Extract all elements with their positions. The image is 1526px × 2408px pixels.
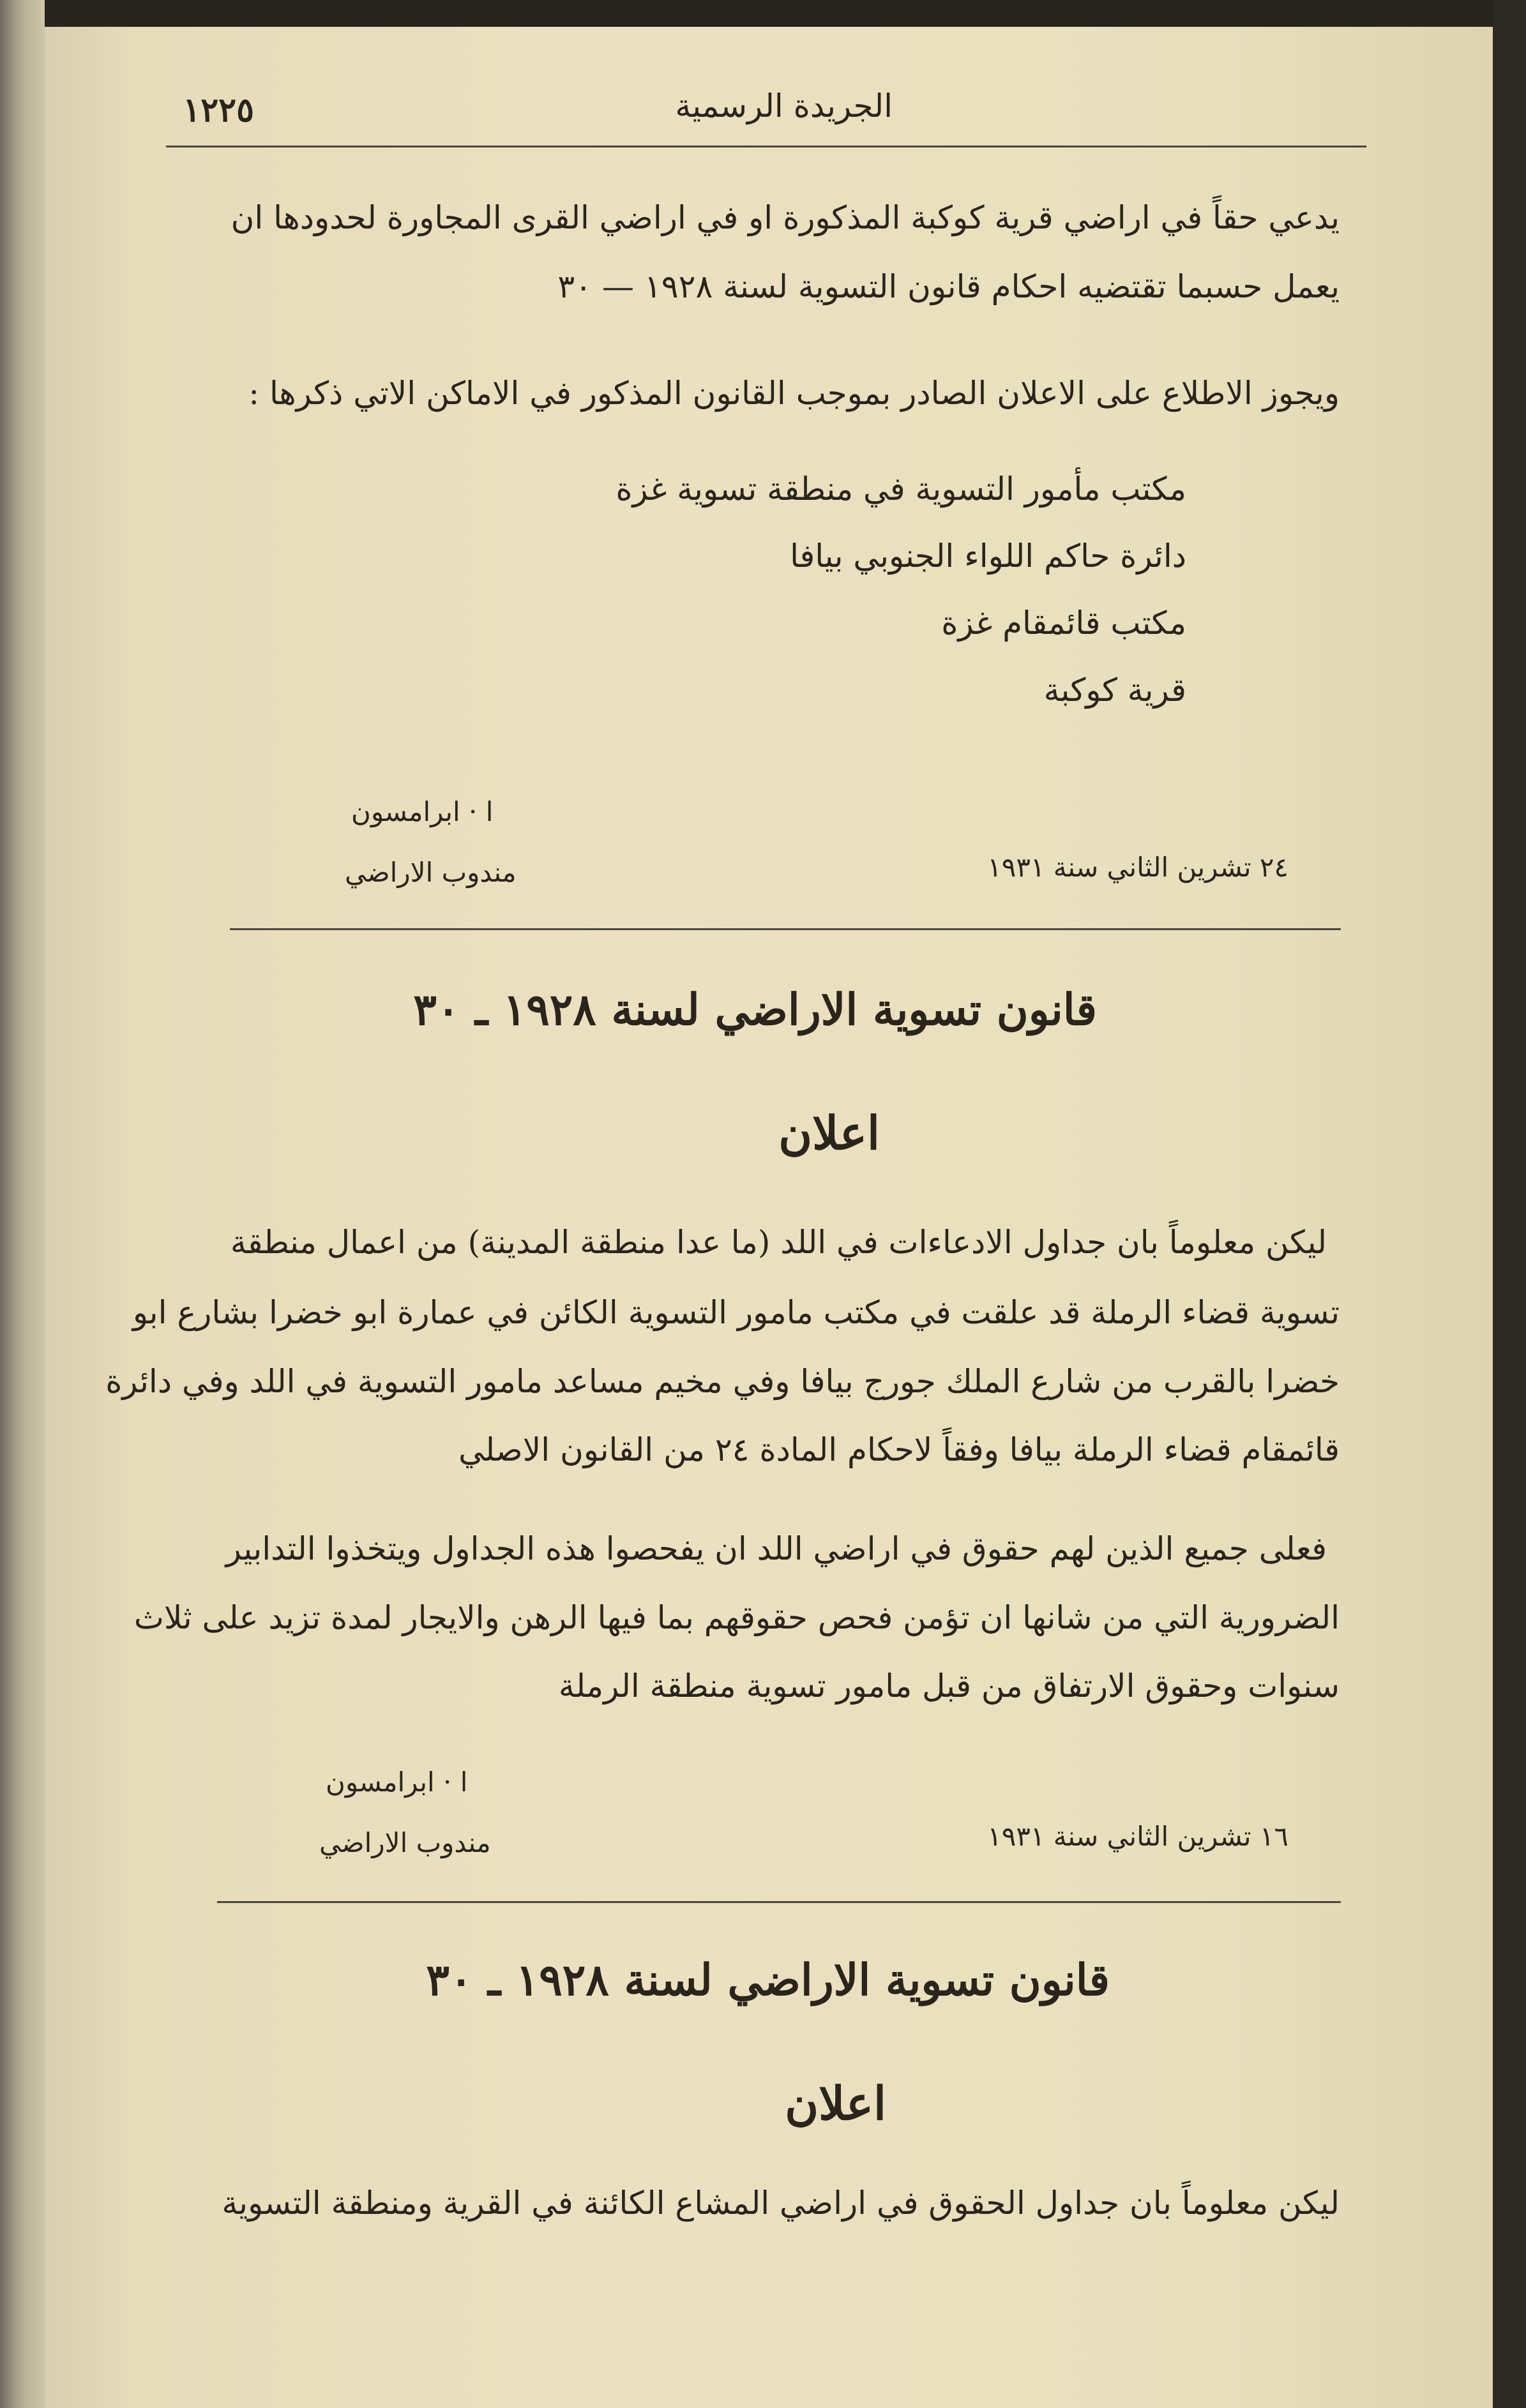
- body-line: ليكن معلوماً بان جداول الادعاءات في اللد (ما عدا منطقة المدينة) من اعمال منطقة: [230, 1224, 1327, 1261]
- body-line: يعمل حسبما تقتضيه احكام قانون التسوية لسنة ١٩٢٨ — ٣٠: [557, 268, 1340, 305]
- body-line: خضرا بالقرب من شارع الملك جورج بيافا وفي مخيم مساعد مامور التسوية في اللد وفي دائرة: [105, 1363, 1340, 1400]
- body-line: الضرورية التي من شانها ان تؤمن فحص حقوقهم بما فيها الرهن والايجار لمدة تزيد على ثلاث: [133, 1599, 1340, 1636]
- gazette-page: [45, 27, 1493, 2408]
- signatory-title: مندوب الاراضي: [345, 857, 517, 888]
- book-board-right: [1493, 0, 1526, 2408]
- section-divider: [230, 928, 1341, 930]
- place-item: مكتب مأمور التسوية في منطقة تسوية غزة: [616, 470, 1186, 508]
- signatory-name: ا · ابرامسون: [326, 1766, 468, 1798]
- announcement-heading: اعلان: [778, 1106, 880, 1160]
- body-line: سنوات وحقوق الارتفاق من قبل مامور تسوية منطقة الرملة: [558, 1667, 1340, 1704]
- signatory-title: مندوب الاراضي: [319, 1827, 491, 1858]
- page-gutter: [0, 0, 45, 2408]
- journal-title: الجريدة الرسمية: [675, 87, 893, 124]
- section-divider: [217, 1901, 1341, 1903]
- body-line: ليكن معلوماً بان جداول الحقوق في اراضي المشاع الكائنة في القرية ومنطقة التسوية: [222, 2185, 1340, 2222]
- body-line: تسوية قضاء الرملة قد علقت في مكتب مامور التسوية الكائن في عمارة ابو خضرا بشارع ابو: [132, 1294, 1340, 1331]
- body-line: فعلى جميع الذين لهم حقوق في اراضي اللد ان يفحصوا هذه الجداول ويتخذوا التدابير: [225, 1530, 1327, 1567]
- body-line: يدعي حقاً في اراضي قرية كوكبة المذكورة او في اراضي القرى المجاورة لحدودها ان: [230, 199, 1340, 236]
- place-item: دائرة حاكم اللواء الجنوبي بيافا: [790, 538, 1186, 575]
- page-number: ١٢٢٥: [183, 91, 254, 130]
- law-title: قانون تسوية الاراضي لسنة ١٩٢٨ ـ ٣٠: [413, 984, 1097, 1035]
- notice-date: ٢٤ تشرين الثاني سنة ١٩٣١: [987, 852, 1288, 883]
- body-line: قائمقام قضاء الرملة بيافا وفقاً لاحكام المادة ٢٤ من القانون الاصلي: [458, 1431, 1340, 1468]
- announcement-heading: اعلان: [785, 2076, 886, 2130]
- place-item: مكتب قائمقام غزة: [941, 605, 1186, 642]
- book-board-top: [0, 0, 1526, 27]
- places-intro: ويجوز الاطلاع على الاعلان الصادر بموجب القانون المذكور في الاماكن الاتي ذكرها :: [248, 375, 1340, 412]
- signatory-name: ا · ابرامسون: [351, 796, 494, 827]
- header-rule: [166, 146, 1366, 147]
- law-title: قانون تسوية الاراضي لسنة ١٩٢٨ ـ ٣٠: [426, 1955, 1110, 2006]
- notice-date: ١٦ تشرين الثاني سنة ١٩٣١: [987, 1821, 1288, 1852]
- place-item: قرية كوكبة: [1043, 672, 1186, 709]
